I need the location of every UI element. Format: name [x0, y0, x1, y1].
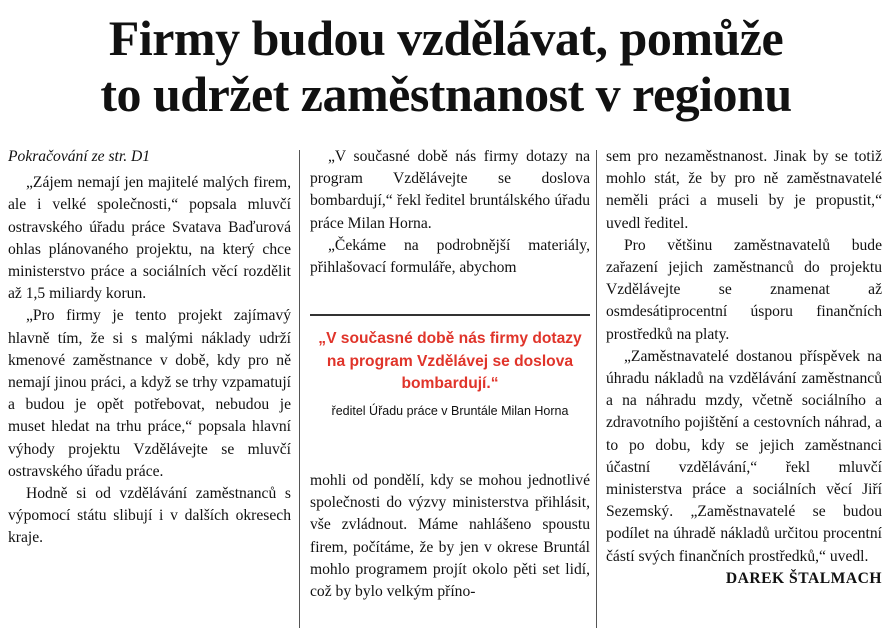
pull-quote-source: ředitel Úřadu práce v Bruntále Milan Horna	[331, 403, 569, 418]
paragraph: „Zájem nemají jen majitelé malých firem, ale i velké společnosti,“ popsala mluvčí ostravského úřadu práce Svatava Baďurová ohlas plánovaného projektu, na který chce ministerstvo práce a sociálních věcí rozdělit až 1,5 miliardy korun.	[8, 174, 291, 303]
article-column-2-continued	[310, 470, 590, 603]
headline	[0, 10, 892, 122]
column-divider-2	[596, 150, 597, 628]
paragraph: „Čekáme na podrobnější materiály, přihlašovací formuláře, abychom	[310, 236, 590, 277]
paragraph: „Pro firmy je tento projekt zajímavý hlavně tím, že si s malými náklady udrží kmenové zaměstnance v době, kdy pro ně nemají jinou práci, a když se trhy vzpamatují a budou je opět potřebovat, nebudou je muset hledat na trhu práce,“ popsala hlavní výhody projektu Vzdělávejte se mluvčí ostravského úřadu práce.	[8, 307, 291, 480]
paragraph: sem pro nezaměstnanost. Jinak by se totiž mohlo stát, že by pro ně zaměstnavatelé neměli práci a museli by je propustit,“ uvedl ředitel.	[606, 148, 882, 232]
continuation-note: Pokračování ze str. D1	[8, 148, 151, 165]
author-byline: DAREK ŠTALMACH	[725, 569, 882, 587]
article-column-1	[8, 146, 291, 550]
paragraph: Hodně si od vzdělávání zaměstnanců s výpomocí státu slibují i v dalších okresech kraje.	[8, 485, 291, 547]
pull-quote	[310, 314, 590, 418]
paragraph: „V současné době nás firmy dotazy na program Vzdělávejte se doslova bombardují,“ řekl ředitel bruntálského úřadu práce Milan Horna.	[310, 148, 590, 232]
article-column-2	[310, 146, 590, 279]
headline-line-1: Firmy budou vzdělávat, pomůže	[108, 10, 784, 66]
headline-line-2: to udržet zaměstnanost v regionu	[100, 66, 792, 122]
column-divider-1	[299, 150, 300, 628]
paragraph: Pro většinu zaměstnavatelů bude zařazení jejich zaměstnanců do projektu Vzdělávejte se znamenat až osmdesátiprocentní úsporu finančních prostředků na platy.	[606, 236, 882, 343]
pull-quote-text: „V současné době nás firmy dotazy na program Vzdělávej se doslova bombardují.“	[318, 330, 582, 393]
paragraph: mohli od pondělí, kdy se mohou jednotlivé společnosti do výzvy ministerstva přihlásit, vše zvládnout. Máme nahlášeno spoustu firem, počítáme, že by jen v okrese Bruntál mohlo programem projít okolo pěti set lidí, což by bylo velkým příno-	[310, 472, 590, 601]
article-column-3	[606, 146, 882, 590]
pull-quote-rule	[310, 314, 590, 316]
paragraph: „Zaměstnavatelé dostanou příspěvek na úhradu nákladů na vzdělávání zaměstnanců a na náhradu mzdy, včetně sociálního a zdravotního pojištění a cestovních náhrad, a to po dobu, kdy se jejich zaměstnanci účastní vzdělávání,“ řekl mluvčí ministerstva práce a sociálních věcí Jiří Sezemský. „Zaměstnavatelé se budou podílet na úhradě nákladů určitou procentní částí svých finančních prostředků,“ uvedl.	[606, 347, 882, 565]
